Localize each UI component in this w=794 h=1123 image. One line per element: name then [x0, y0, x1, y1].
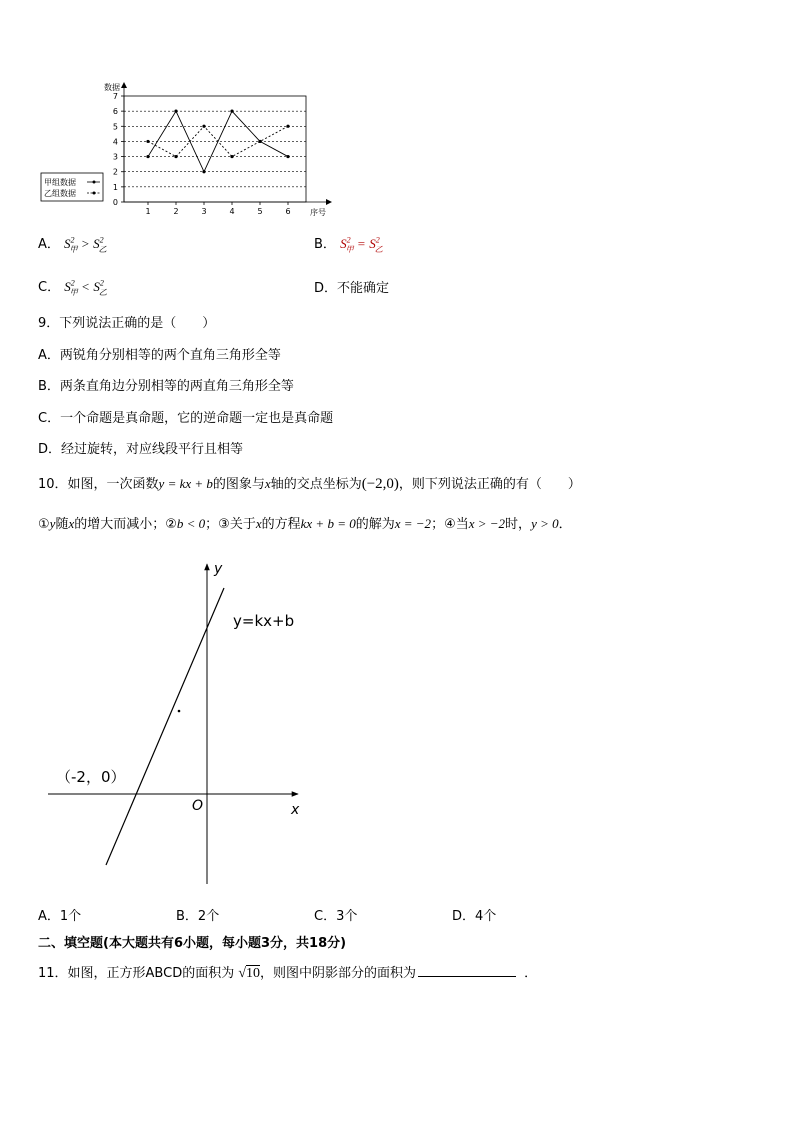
- q8-option-d: D．不能确定: [314, 281, 390, 296]
- q10-option-a: A．1个: [38, 909, 82, 924]
- y-tick-label: 0: [112, 198, 118, 207]
- data-point-2: [230, 155, 233, 158]
- y-tick-label: 3: [112, 152, 118, 162]
- origin-label: O: [192, 798, 204, 814]
- data-point-1: [174, 110, 177, 113]
- y-tick-label: 4: [112, 137, 118, 147]
- q9-option-b: B．两条直角边分别相等的两直角三角形全等: [38, 379, 294, 394]
- q11-stem: 11．如图，正方形ABCD的面积为 √10，则图中阴影部分的面积为 ．: [38, 966, 538, 981]
- x-tick-label: 4: [229, 207, 235, 216]
- data-point-1: [230, 110, 233, 113]
- q10-statements: ①y随x的增大而减小；②b < 0；③关于x的方程kx + b = 0的解为x = −2；④当x > −2时，y > 0．: [38, 516, 572, 532]
- function-line: [106, 588, 224, 865]
- data-point-2: [258, 140, 261, 143]
- data-point-1: [286, 155, 289, 158]
- q10-stem: 10．如图，一次函数y = kx + b的图象与x轴的交点坐标为(−2,0)，则下列说法正确的有（ ）: [38, 476, 581, 492]
- x-axis-label: x: [291, 802, 300, 818]
- y-axis-label: y: [214, 561, 223, 577]
- y-axis-title: 数据: [104, 83, 120, 92]
- x-tick-label: 5: [257, 207, 263, 216]
- x-tick-label: 3: [201, 207, 207, 216]
- line-label: y=kx+b: [233, 612, 295, 630]
- data-point-1: [202, 170, 205, 173]
- y-tick-label: 6: [112, 107, 118, 117]
- q8-option-a: A． $S^2_甲 > S^2_乙$: [38, 235, 107, 254]
- line-dot: [178, 710, 181, 713]
- q10-option-d: D．4个: [452, 909, 497, 924]
- q8-option-b: B． $S^2_甲 = S^2_乙$: [314, 235, 383, 254]
- y-tick-label: 2: [112, 167, 118, 177]
- y-tick-label: 7: [112, 92, 118, 101]
- data-point-2: [286, 125, 289, 128]
- data-point-2: [146, 140, 149, 143]
- x-tick-label: 1: [145, 207, 151, 216]
- s-symbol: S: [64, 236, 71, 251]
- legend-label: 乙组数据: [44, 189, 76, 198]
- plot-frame: [124, 96, 306, 202]
- legend-label: 甲组数据: [44, 178, 76, 187]
- sqrt-expression: √10: [238, 966, 261, 981]
- answer-blank[interactable]: [418, 964, 516, 977]
- q9-stem: 9．下列说法正确的是（ ）: [38, 316, 216, 331]
- legend-marker: [93, 192, 96, 195]
- y-axis-arrow: [121, 82, 127, 88]
- x-axis-arrow: [326, 199, 332, 205]
- legend-marker: [93, 181, 96, 184]
- q9-option-a: A．两锐角分别相等的两个直角三角形全等: [38, 348, 281, 363]
- data-point-1: [146, 155, 149, 158]
- q8-option-c: C． $S^2_甲 < S^2_乙$: [38, 278, 107, 297]
- q9-option-d: D．经过旋转，对应线段平行且相等: [38, 442, 244, 457]
- linear-function-graph: [40, 556, 310, 896]
- data-point-2: [202, 125, 205, 128]
- x-tick-label: 2: [173, 207, 179, 216]
- x-axis-title: 序号: [310, 208, 326, 217]
- x-tick-label: 6: [285, 207, 291, 216]
- data-point-2: [174, 155, 177, 158]
- section-heading: 二、填空题(本大题共有6小题，每小题3分，共18分): [38, 936, 347, 951]
- q9-option-c: C．一个命题是真命题，它的逆命题一定也是真命题: [38, 411, 334, 426]
- y-tick-label: 5: [112, 122, 118, 132]
- y-tick-label: 1: [112, 182, 118, 192]
- q10-option-b: B．2个: [176, 909, 220, 924]
- point-label: （-2，0）: [56, 768, 126, 786]
- q10-option-c: C．3个: [314, 909, 358, 924]
- line-chart: [36, 78, 336, 220]
